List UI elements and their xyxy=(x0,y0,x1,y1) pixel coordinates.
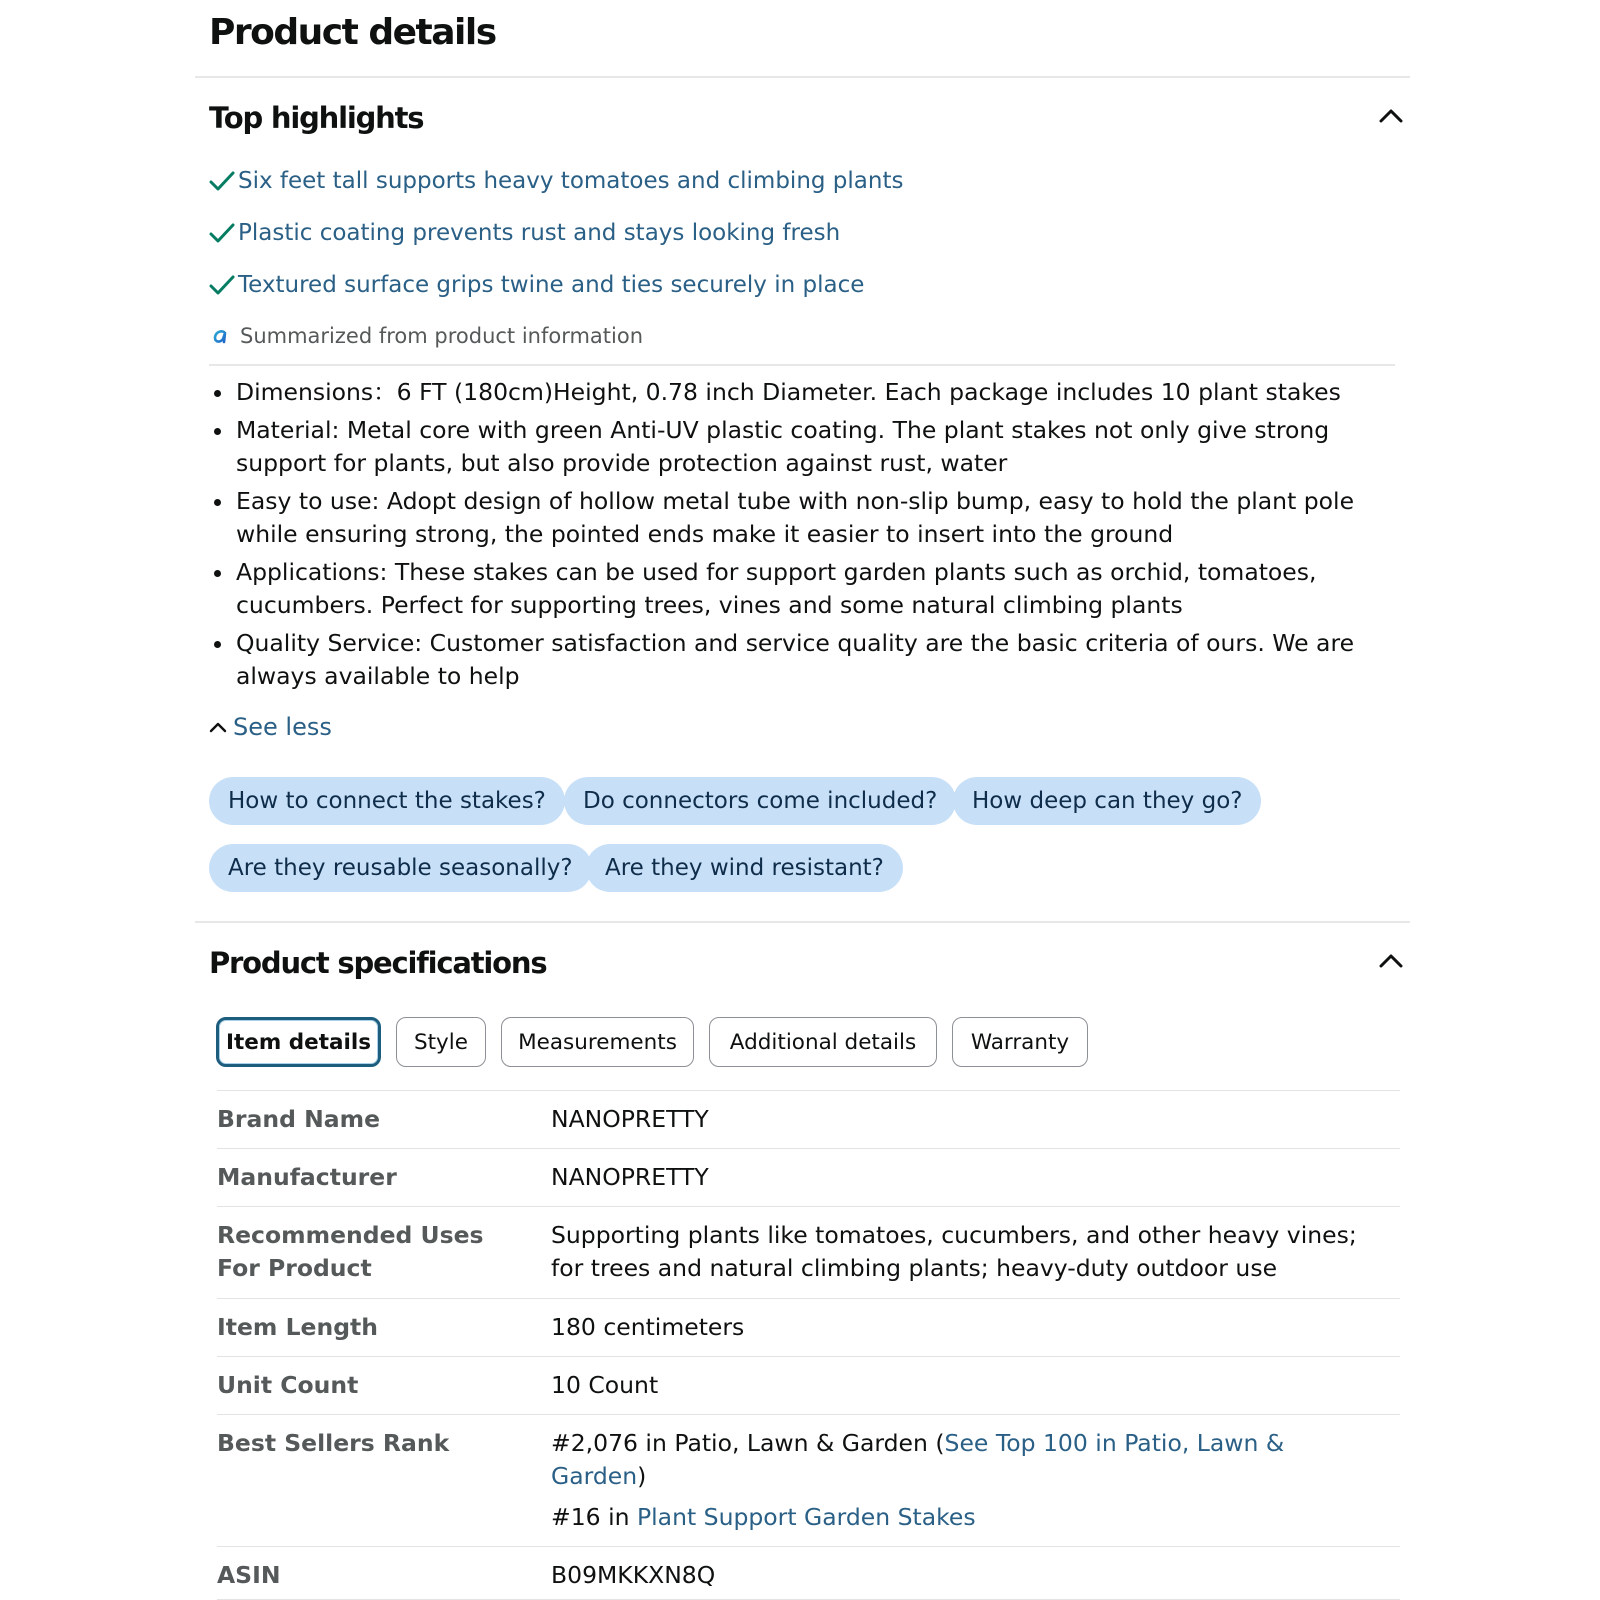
highlight-item xyxy=(209,168,903,194)
tab-warranty[interactable]: Warranty xyxy=(952,1017,1088,1067)
spec-row-asin xyxy=(217,1546,1400,1600)
rank-text: ) xyxy=(637,1462,647,1490)
checkmark-icon xyxy=(209,274,235,296)
divider xyxy=(195,921,1410,923)
see-top-100-link[interactable]: See Top 100 in Patio, Lawn & Garden xyxy=(551,1429,1285,1490)
tab-style[interactable]: Style xyxy=(396,1017,486,1067)
plant-support-stakes-link[interactable]: Plant Support Garden Stakes xyxy=(636,1503,976,1531)
feature-bullet: Applications: These stakes can be used for support garden plants such as orchid, tomatoes, cucumbers. Perfect for supporting trees, vines and some natural climbing plants xyxy=(210,556,1410,622)
divider xyxy=(195,76,1410,78)
summary-note xyxy=(211,324,643,348)
tab-item-details[interactable]: Item details xyxy=(216,1017,381,1067)
spec-row-unit-count xyxy=(217,1356,1400,1414)
rank-line-1 xyxy=(551,1427,1331,1493)
see-less-text: See less xyxy=(233,713,332,741)
page-title: Product details xyxy=(209,12,496,53)
spec-value: 10 Count xyxy=(551,1371,659,1399)
chevron-up-icon xyxy=(1374,100,1408,130)
checkmark-icon xyxy=(209,170,235,192)
chevron-up-icon xyxy=(209,720,227,734)
chevron-up-icon xyxy=(1374,945,1408,975)
divider xyxy=(209,364,1395,366)
feature-bullet: Quality Service: Customer satisfaction and service quality are the basic criteria of ours. We are always available to help xyxy=(210,627,1410,693)
top-highlights-title: Top highlights xyxy=(209,101,424,135)
highlight-text: Plastic coating prevents rust and stays looking fresh xyxy=(238,220,841,246)
spec-value: B09MKKXN8Q xyxy=(551,1561,716,1589)
question-chip[interactable]: Are they reusable seasonally? xyxy=(209,844,592,892)
spec-label: Recommended Uses For Product xyxy=(217,1221,484,1282)
rank-line-2 xyxy=(551,1501,1391,1534)
spec-row-best-sellers-rank xyxy=(217,1414,1400,1546)
question-chip[interactable]: How deep can they go? xyxy=(953,777,1261,825)
spec-row-item-length xyxy=(217,1298,1400,1356)
see-less-link[interactable] xyxy=(209,713,332,741)
highlight-item xyxy=(209,272,864,298)
summary-note-text: Summarized from product information xyxy=(240,324,644,348)
question-chip[interactable]: Are they wind resistant? xyxy=(586,844,903,892)
spec-row-manufacturer xyxy=(217,1148,1400,1206)
question-chip[interactable]: How to connect the stakes? xyxy=(209,777,565,825)
collapse-product-specifications-button[interactable] xyxy=(1374,945,1408,975)
feature-bullet: Easy to use: Adopt design of hollow metal tube with non-slip bump, easy to hold the plant pole while ensuring strong, the pointed ends make it easier to insert into the ground xyxy=(210,485,1410,551)
spec-value: 180 centimeters xyxy=(551,1313,745,1341)
highlight-text: Six feet tall supports heavy tomatoes and climbing plants xyxy=(238,168,904,194)
question-chip[interactable]: Do connectors come included? xyxy=(564,777,956,825)
spec-label: Item Length xyxy=(217,1313,379,1341)
spec-label: Brand Name xyxy=(217,1105,381,1133)
spec-value: NANOPRETTY xyxy=(551,1105,709,1133)
feature-bullet: Material: Metal core with green Anti-UV plastic coating. The plant stakes not only give strong support for plants, but also provide protection against rust, water xyxy=(210,414,1410,480)
rank-text: #16 in xyxy=(551,1503,637,1531)
highlight-item xyxy=(209,220,840,246)
spec-label: ASIN xyxy=(217,1561,281,1589)
checkmark-icon xyxy=(209,222,235,244)
spec-label: Manufacturer xyxy=(217,1163,397,1191)
feature-bullet-list xyxy=(210,376,1410,698)
spec-value: Supporting plants like tomatoes, cucumbers, and other heavy vines; for trees and natural climbing plants; heavy-duty outdoor use xyxy=(551,1221,1357,1282)
collapse-top-highlights-button[interactable] xyxy=(1374,100,1408,130)
product-specifications-title: Product specifications xyxy=(209,946,547,980)
feature-bullet: Dimensions：6 FT (180cm)Height, 0.78 inch Diameter. Each package includes 10 plant stakes xyxy=(210,376,1410,409)
tab-measurements[interactable]: Measurements xyxy=(501,1017,694,1067)
rank-text: #2,076 in Patio, Lawn & Garden ( xyxy=(551,1429,945,1457)
spec-label: Unit Count xyxy=(217,1371,359,1399)
ai-summary-icon xyxy=(211,326,231,346)
spec-row-brand xyxy=(217,1090,1400,1148)
tab-additional-details[interactable]: Additional details xyxy=(709,1017,937,1067)
highlight-text: Textured surface grips twine and ties securely in place xyxy=(238,272,865,298)
spec-value: NANOPRETTY xyxy=(551,1163,709,1191)
spec-row-recommended-uses xyxy=(217,1206,1400,1298)
spec-label: Best Sellers Rank xyxy=(217,1429,450,1457)
